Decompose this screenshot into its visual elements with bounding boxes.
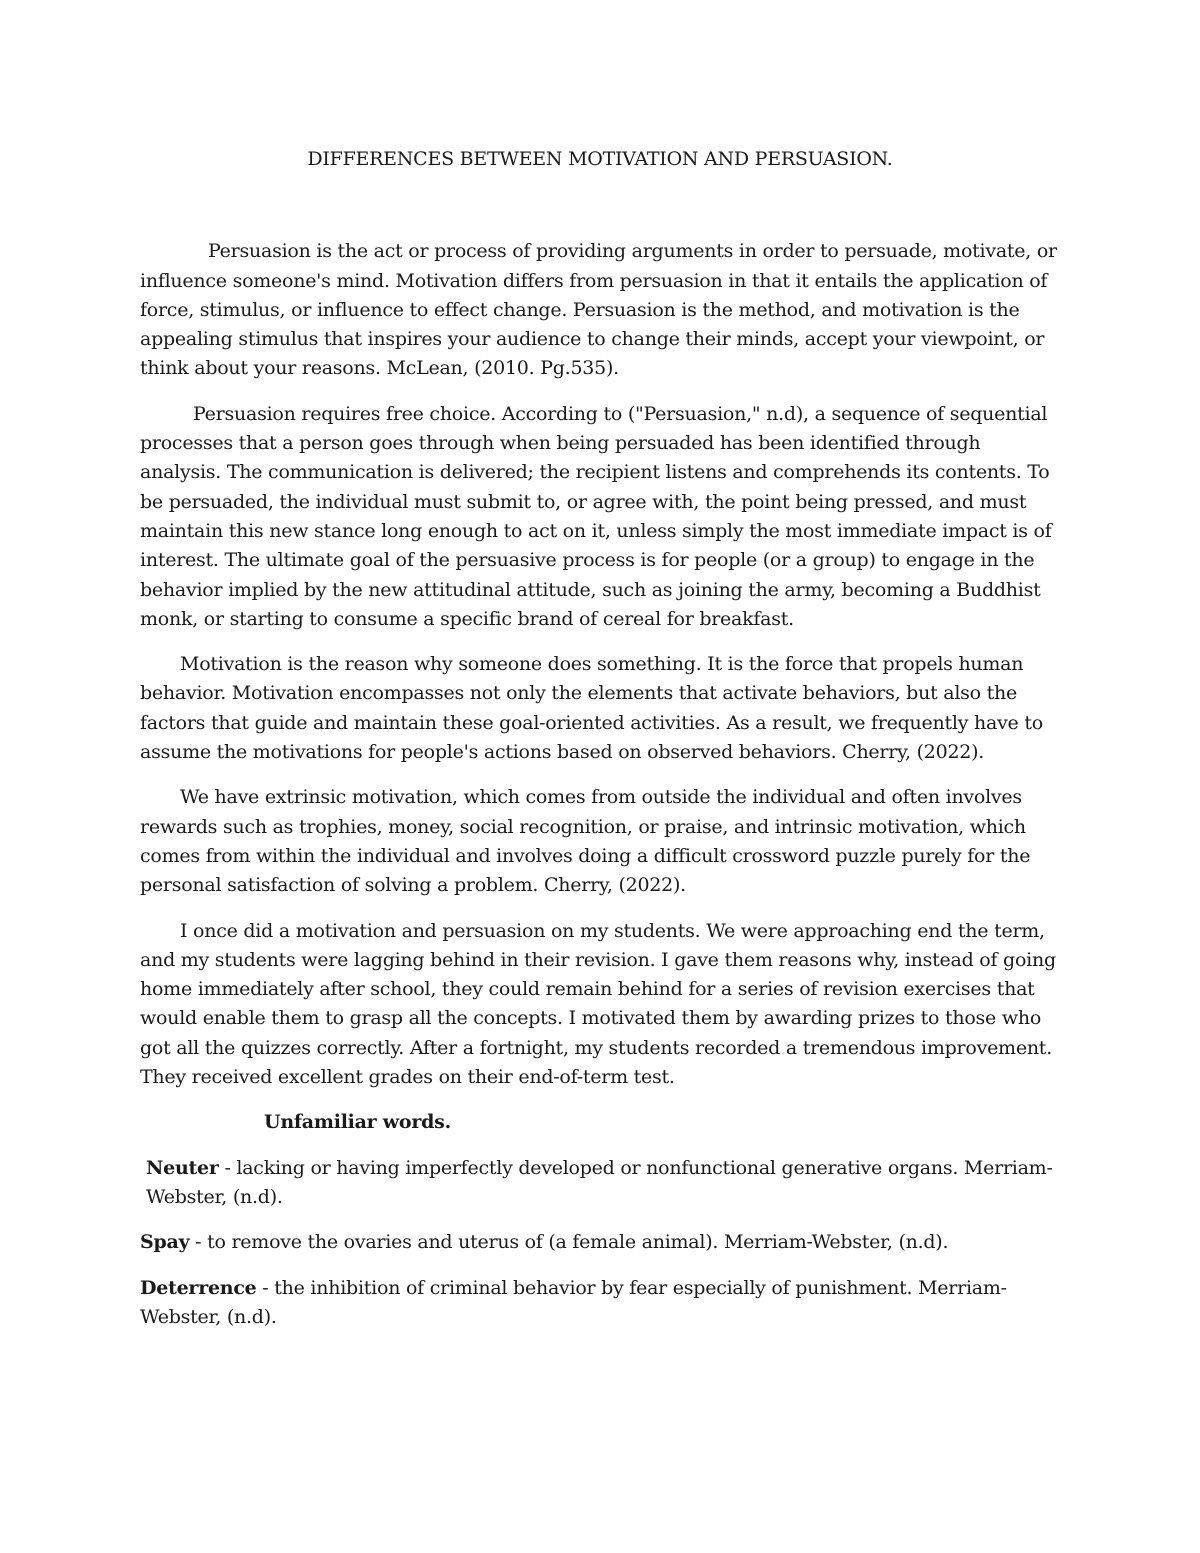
- term-definition: - the inhibition of criminal behavior by fear especially of punishment. Merriam-Webster, (n.d).: [140, 1276, 1007, 1328]
- document-page: [140, 145, 1060, 1348]
- term-definition: - lacking or having imperfectly developed or nonfunctional generative organs. Merriam-Webster, (n.d).: [146, 1156, 1053, 1208]
- term-entry-spay: [140, 1228, 1060, 1257]
- paragraph-personal-experience: I once did a motivation and persuasion on my students. We were approaching end the term, and my students were lagging behind in their revision. I gave them reasons why, instead of going home immediately after school, they could remain behind for a series of revision exercises that would enable them to grasp all the concepts. I motivated them by awarding prizes to those who got all the quizzes correctly. After a fortnight, my students recorded a tremendous improvement. They received excellent grades on their end-of-term test.: [140, 919, 1056, 1089]
- paragraph-motivation-definition: Motivation is the reason why someone does something. It is the force that propels human behavior. Motivation encompasses not only the elements that activate behaviors, but also the factors that guide and maintain these goal-oriented activities. As a result, we frequently have to assume the motivations for people's actions based on observed behaviors. Cherry, (2022).: [140, 653, 1043, 764]
- paragraph-persuasion-definition: Persuasion is the act or process of providing arguments in order to persuade, motivate, or influence someone's mind. Motivation differs from persuasion in that it entails the application of force, stimulus, or influence to effect change. Persuasion is the method, and motivation is the appealing stimulus that inspires your audience to change their minds, accept your viewpoint, or think about your reasons. McLean, (2010. Pg.535).: [140, 240, 1057, 380]
- term-entry-deterrence: [140, 1274, 1060, 1333]
- unfamiliar-words-heading: Unfamiliar words.: [264, 1111, 451, 1134]
- term-label: Deterrence: [140, 1276, 257, 1299]
- paragraph-persuasion-process: Persuasion requires free choice. According to ("Persuasion," n.d), a sequence of sequential processes that a person goes through when being persuaded has been identified through analysis. The communication is delivered; the recipient listens and comprehends its contents. To be persuaded, the individual must submit to, or agree with, the point being pressed, and must maintain this new stance long enough to act on it, unless simply the most immediate impact is of interest. The ultimate goal of the persuasive process is for people (or a group) to engage in the behavior implied by the new attitudinal attitude, such as joining the army, becoming a Buddhist monk, or starting to consume a specific brand of cereal for breakfast.: [140, 402, 1052, 630]
- document-title: DIFFERENCES BETWEEN MOTIVATION AND PERSUASION.: [307, 148, 893, 170]
- term-entry-neuter: [140, 1154, 1060, 1213]
- paragraph-motivation-types: We have extrinsic motivation, which comes from outside the individual and often involves rewards such as trophies, money, social recognition, or praise, and intrinsic motivation, which comes from within the individual and involves doing a difficult crossword puzzle purely for the personal satisfaction of solving a problem. Cherry, (2022).: [140, 786, 1031, 897]
- term-label: Spay: [140, 1231, 190, 1254]
- term-label: Neuter: [146, 1156, 219, 1179]
- term-definition: - to remove the ovaries and uterus of (a female animal). Merriam-Webster, (n.d).: [189, 1231, 949, 1254]
